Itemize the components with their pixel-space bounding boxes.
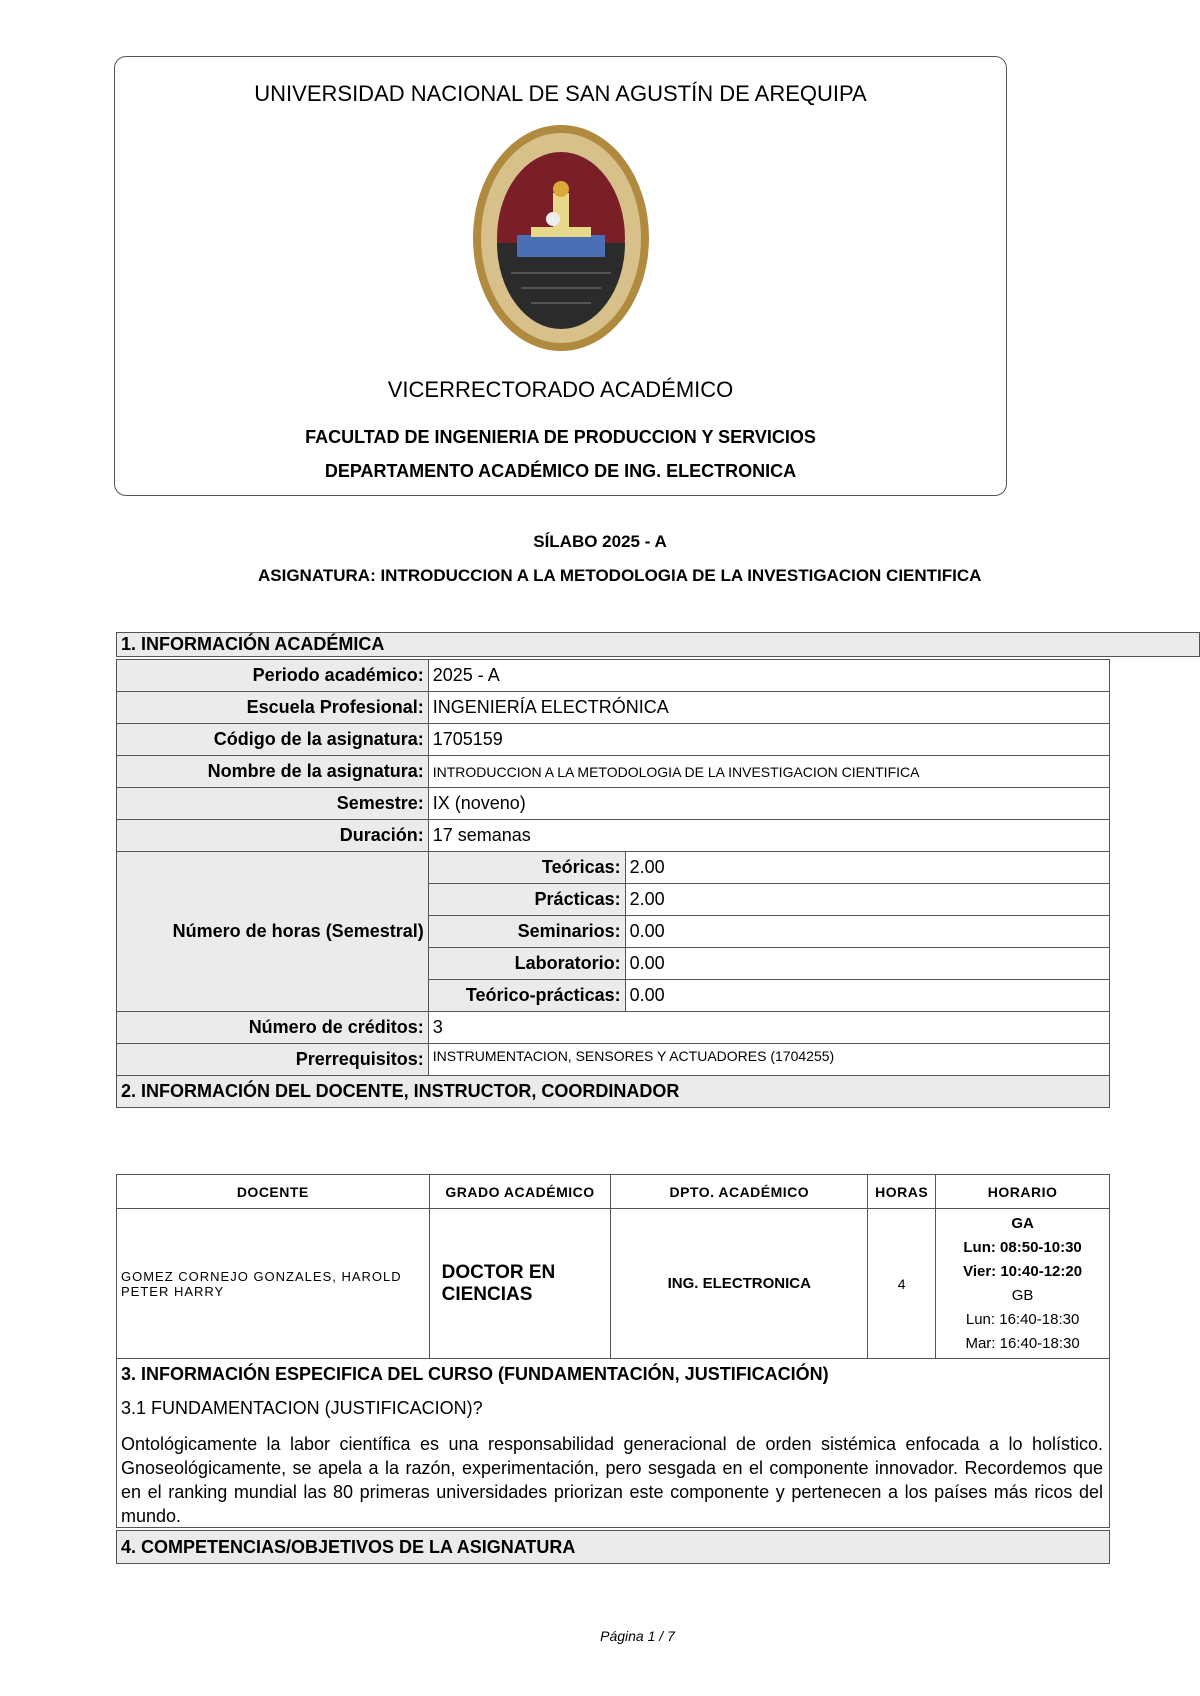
header-box	[114, 56, 1007, 496]
table-header-row	[117, 1175, 1110, 1209]
cell-horario	[936, 1209, 1110, 1359]
label-seminarios: Seminarios:	[428, 916, 625, 948]
value-duracion: 17 semanas	[428, 820, 1109, 852]
value-seminarios: 0.00	[625, 916, 1109, 948]
section4-heading: 4. COMPETENCIAS/OBJETIVOS DE LA ASIGNATURA	[116, 1530, 1110, 1564]
table-row	[117, 756, 1110, 788]
label-escuela: Escuela Profesional:	[117, 692, 429, 724]
vicerrectorado: VICERRECTORADO ACADÉMICO	[387, 377, 734, 402]
academic-info-table	[116, 659, 1110, 1108]
table-row	[117, 692, 1110, 724]
cell-grado: DOCTOR EN CIENCIAS	[429, 1209, 611, 1359]
label-creditos: Número de créditos:	[117, 1012, 429, 1044]
university-seal	[471, 123, 651, 353]
col-horas: HORAS	[868, 1175, 936, 1209]
label-laboratorio: Laboratorio:	[428, 948, 625, 980]
section1-heading: 1. INFORMACIÓN ACADÉMICA	[116, 632, 1200, 657]
table-row	[117, 788, 1110, 820]
teacher-table	[116, 1174, 1110, 1359]
page-number: Página 1 / 7	[600, 1628, 675, 1644]
section3-subheading: 3.1 FUNDAMENTACION (JUSTIFICACION)?	[121, 1398, 483, 1418]
table-row	[117, 724, 1110, 756]
table-row	[117, 1044, 1110, 1076]
section2-heading: 2. INFORMACIÓN DEL DOCENTE, INSTRUCTOR, COORDINADOR	[117, 1076, 1110, 1108]
table-row	[117, 1209, 1110, 1359]
horario-ga-lun: Lun: 08:50-10:30	[963, 1238, 1082, 1256]
label-semestre: Semestre:	[117, 788, 429, 820]
cell-dpto: ING. ELECTRONICA	[611, 1209, 868, 1359]
label-nombre: Nombre de la asignatura:	[117, 756, 429, 788]
section3-heading: 3. INFORMACIÓN ESPECIFICA DEL CURSO (FUNDAMENTACIÓN, JUSTIFICACIÓN)	[121, 1364, 829, 1384]
horario-ga: GA	[1011, 1214, 1034, 1232]
table-row	[117, 852, 1110, 884]
label-horas: Número de horas (Semestral)	[117, 852, 429, 1012]
label-teoricas: Teóricas:	[428, 852, 625, 884]
asignatura-title: ASIGNATURA: INTRODUCCION A LA METODOLOGIA DE LA INVESTIGACION CIENTIFICA	[258, 566, 982, 585]
cell-docente: GOMEZ CORNEJO GONZALES, HAROLD PETER HARRY	[117, 1209, 430, 1359]
faculty-name: FACULTAD DE INGENIERIA DE PRODUCCION Y SERVICIOS	[305, 427, 816, 447]
value-escuela: INGENIERÍA ELECTRÓNICA	[428, 692, 1109, 724]
value-teoricas: 2.00	[625, 852, 1109, 884]
value-creditos: 3	[428, 1012, 1109, 1044]
value-practicas: 2.00	[625, 884, 1109, 916]
value-periodo: 2025 - A	[428, 660, 1109, 692]
value-teorico-practicas: 0.00	[625, 980, 1109, 1012]
value-laboratorio: 0.00	[625, 948, 1109, 980]
horario-gb: GB	[1011, 1286, 1034, 1304]
label-duracion: Duración:	[117, 820, 429, 852]
value-codigo: 1705159	[428, 724, 1109, 756]
label-prerrequisitos: Prerrequisitos:	[117, 1044, 429, 1076]
label-teorico-practicas: Teórico-prácticas:	[428, 980, 625, 1012]
label-periodo: Periodo académico:	[117, 660, 429, 692]
table-row	[117, 660, 1110, 692]
col-docente: DOCENTE	[117, 1175, 430, 1209]
silabo-title: SÍLABO 2025 - A	[533, 532, 667, 551]
horario-gb-mar: Mar: 16:40-18:30	[965, 1334, 1080, 1352]
department-name: DEPARTAMENTO ACADÉMICO DE ING. ELECTRONICA	[324, 461, 797, 481]
section3-box	[116, 1358, 1110, 1528]
value-prerrequisitos: INSTRUMENTACION, SENSORES Y ACTUADORES (1704255)	[428, 1044, 1109, 1076]
label-practicas: Prácticas:	[428, 884, 625, 916]
value-semestre: IX (noveno)	[428, 788, 1109, 820]
university-name: UNIVERSIDAD NACIONAL DE SAN AGUSTÍN DE AREQUIPA	[254, 81, 867, 106]
table-row	[117, 1012, 1110, 1044]
table-row	[117, 820, 1110, 852]
label-codigo: Código de la asignatura:	[117, 724, 429, 756]
horario-ga-vier: Vier: 10:40-12:20	[963, 1262, 1083, 1280]
col-dpto: DPTO. ACADÉMICO	[611, 1175, 868, 1209]
col-horario: HORARIO	[936, 1175, 1110, 1209]
col-grado: GRADO ACADÉMICO	[429, 1175, 611, 1209]
horario-gb-lun: Lun: 16:40-18:30	[965, 1310, 1080, 1328]
cell-horas: 4	[868, 1209, 936, 1359]
section3-paragraph: Ontológicamente la labor científica es una responsabilidad generacional de orden sistémica enfocada a lo holístico. Gnoseológicamente, se apela a la razón, experimentación, pero sesgada en el componente innovador. Recordemos que en el ranking mundial las 80 primeras universidades priorizan este componente y pertenecen a los países más ricos del mundo.	[121, 1434, 1103, 1526]
table-row	[117, 1076, 1110, 1108]
value-nombre: INTRODUCCION A LA METODOLOGIA DE LA INVESTIGACION CIENTIFICA	[428, 756, 1109, 788]
